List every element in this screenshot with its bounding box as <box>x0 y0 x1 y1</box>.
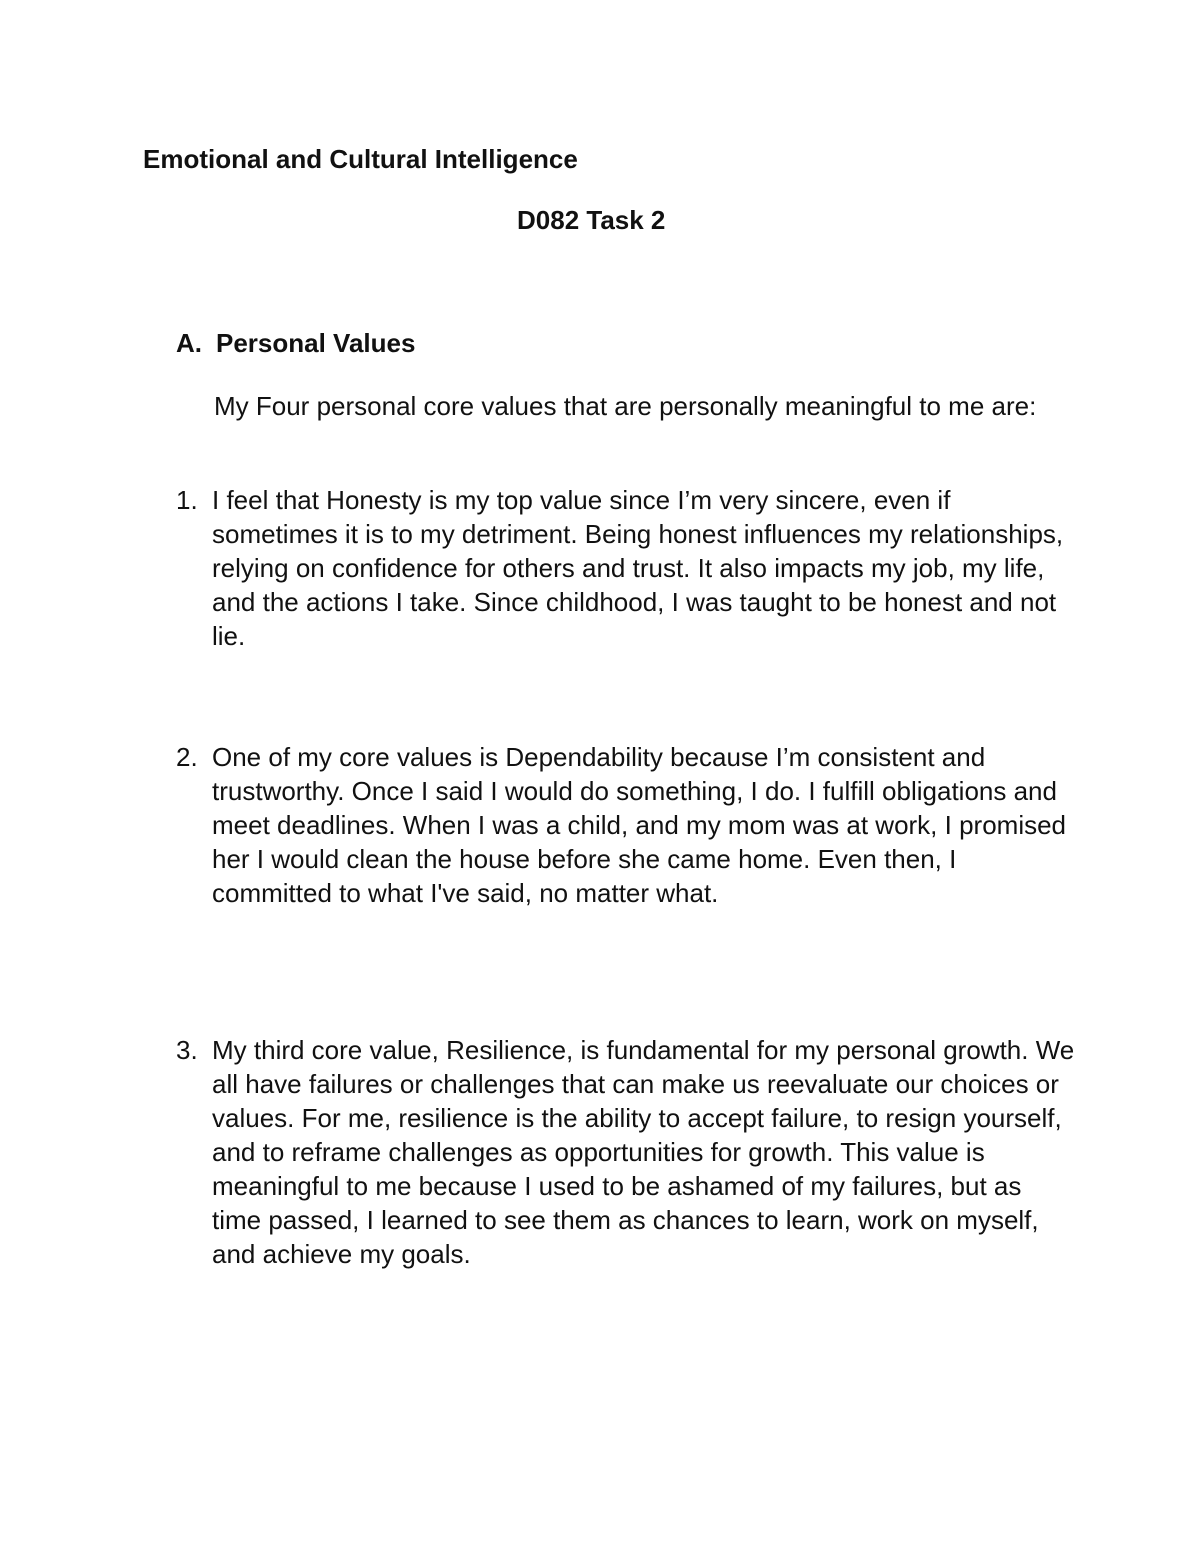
list-item-number: 3. <box>176 1035 198 1065</box>
list-item <box>176 740 1076 910</box>
document-subtitle: D082 Task 2 <box>517 205 666 235</box>
list-item-text: I feel that Honesty is my top value since I’m very sincere, even if sometimes it is to my detriment. Being honest influences my relationships, relying on confidence for others and trust. It also impacts my job, my life, and the actions I take. Since childhood, I was taught to be honest and not lie. <box>212 485 1064 651</box>
section-heading-text: Personal Values <box>216 328 416 358</box>
list-item-text: One of my core values is Dependability because I’m consistent and trustworthy. Once I said I would do something, I do. I fulfill obligations and meet deadlines. When I was a child, and my mom was at work, I promised her I would clean the house before she came home. Even then, I committed to what I've said, no matter what. <box>212 742 1067 908</box>
list-item-number: 1. <box>176 485 198 515</box>
list-item <box>176 483 1076 653</box>
document-title: Emotional and Cultural Intelligence <box>143 144 578 174</box>
section-marker: A. <box>176 328 202 358</box>
list-item <box>176 1033 1076 1271</box>
list-item-number: 2. <box>176 742 198 772</box>
section-heading <box>176 326 415 360</box>
section-intro: My Four personal core values that are personally meaningful to me are: <box>214 391 1037 421</box>
list-item-text: My third core value, Resilience, is fundamental for my personal growth. We all have failures or challenges that can make us reevaluate our choices or values. For me, resilience is the ability to accept failure, to resign yourself, and to reframe challenges as opportunities for growth. This value is meaningful to me because I used to be ashamed of my failures, but as time passed, I learned to see them as chances to learn, work on myself, and achieve my goals. <box>212 1035 1075 1269</box>
